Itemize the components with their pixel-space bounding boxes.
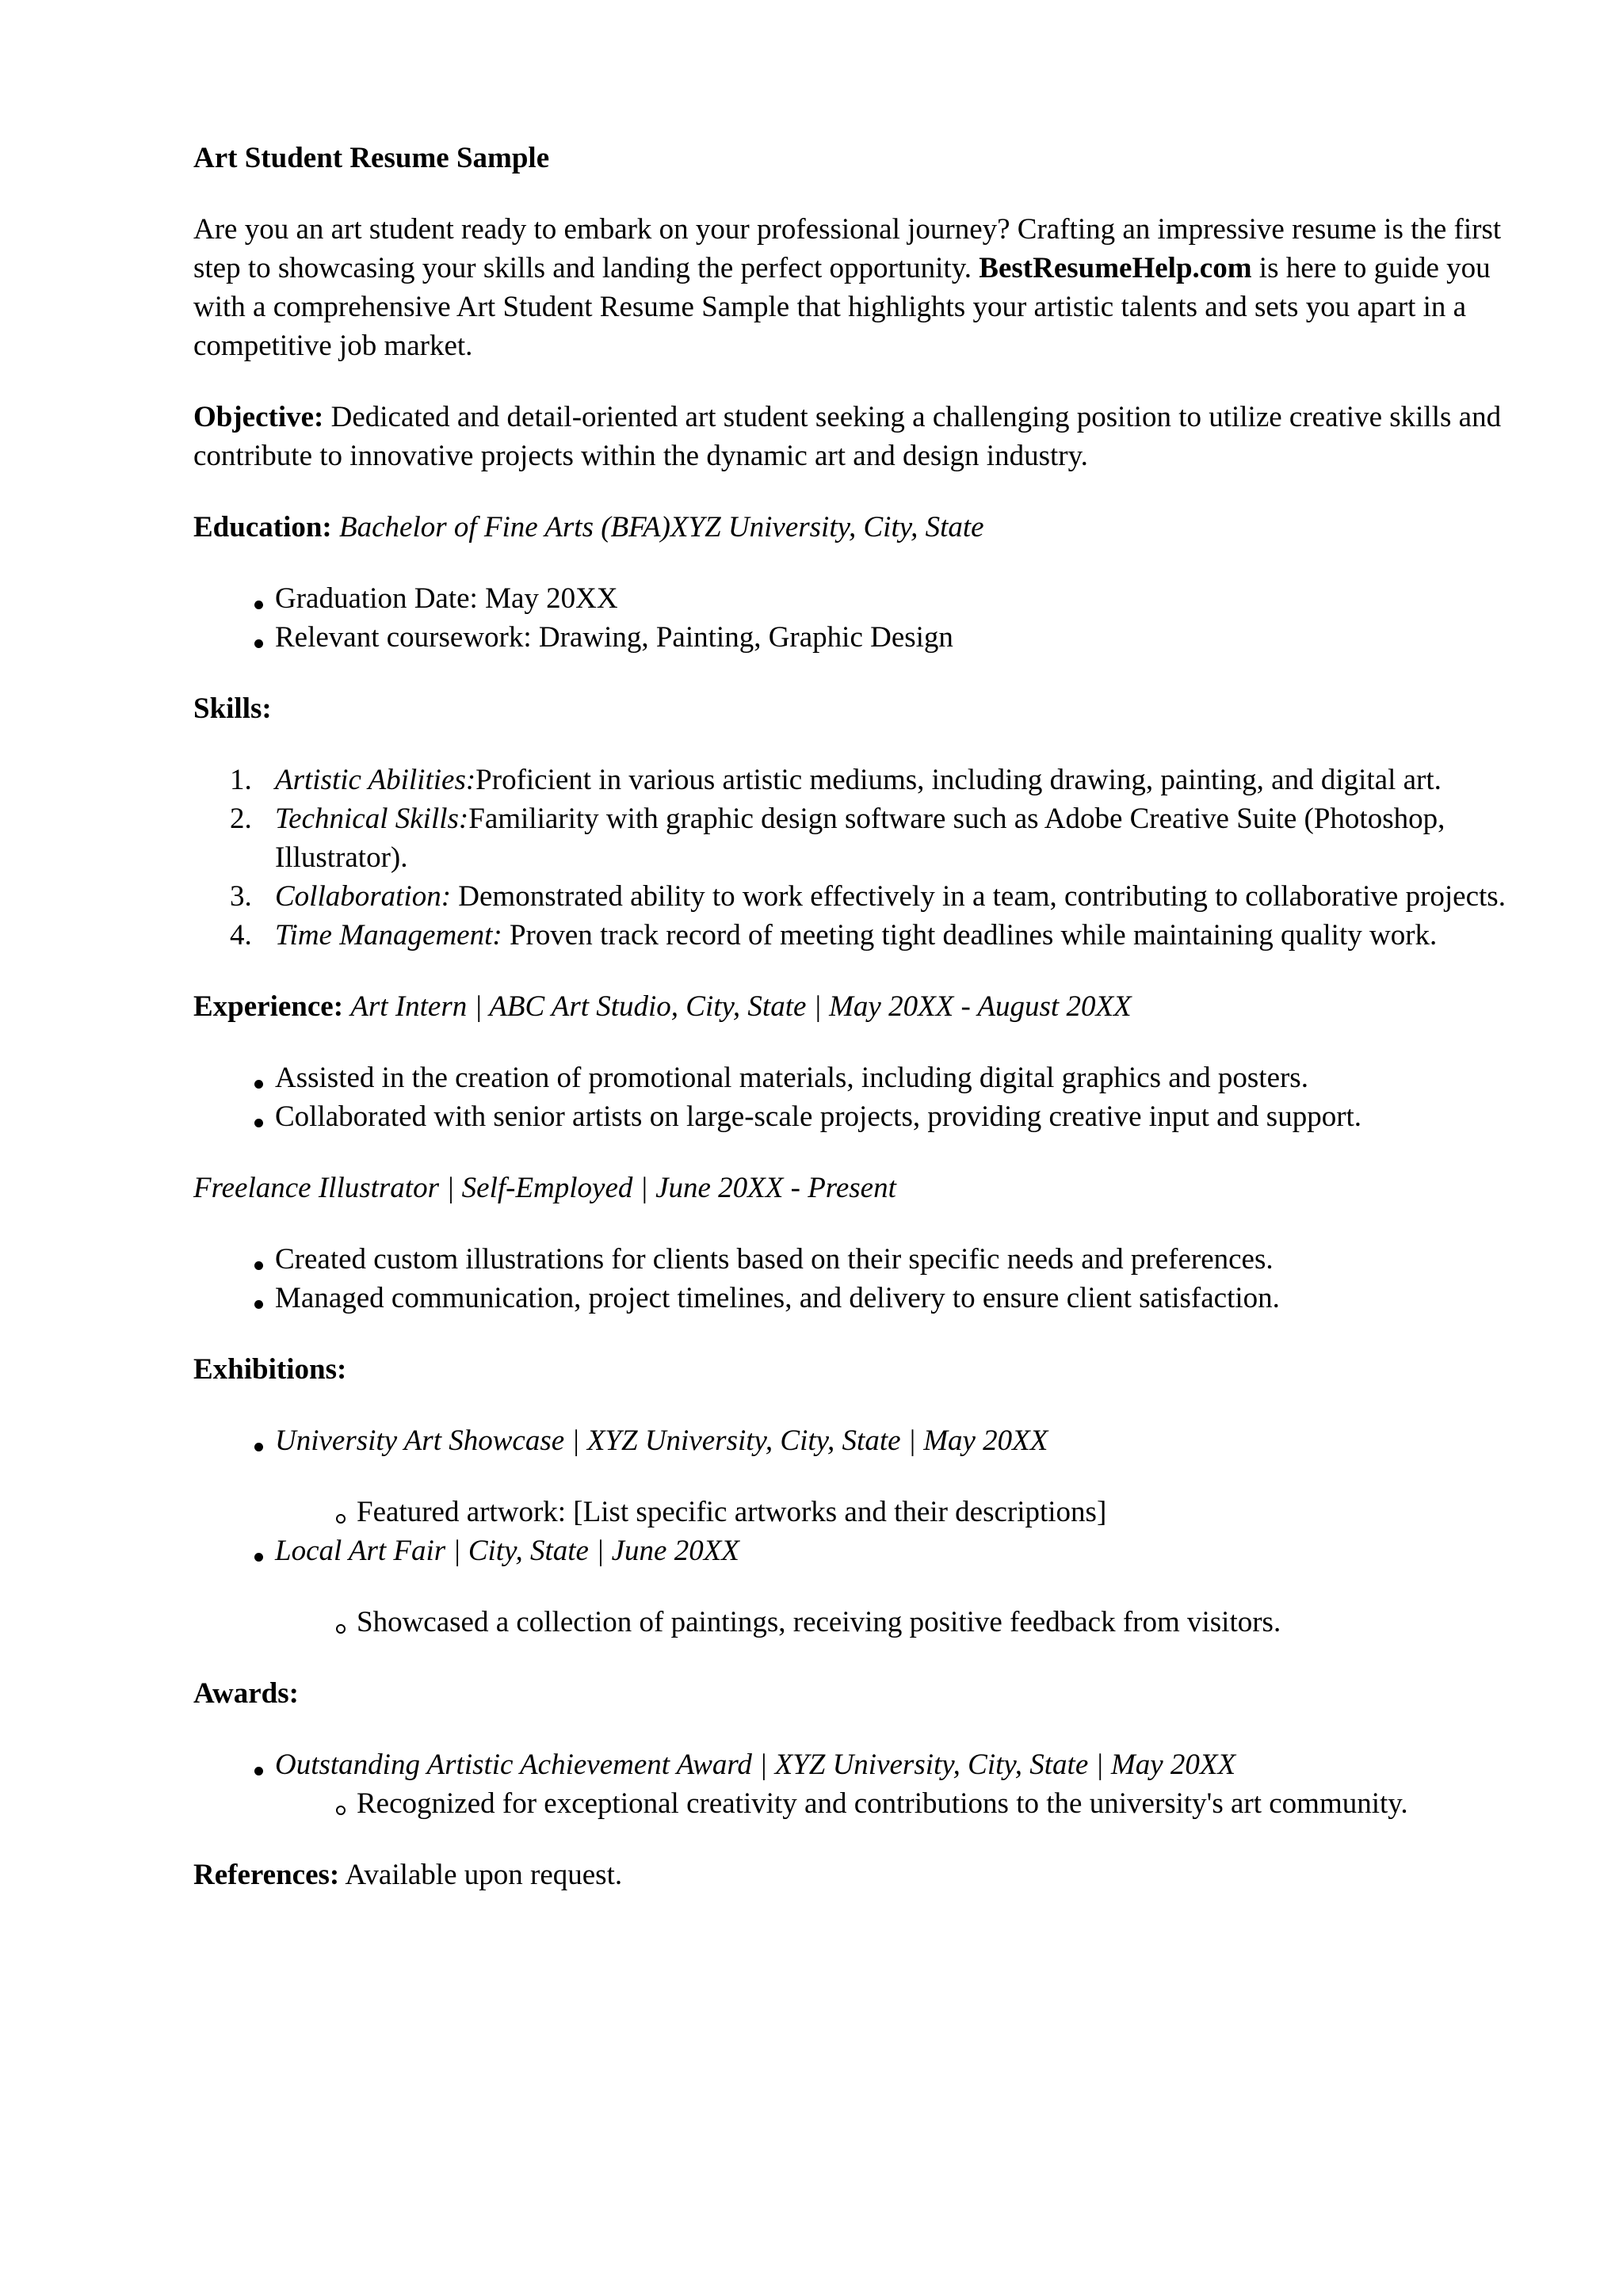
skill-name: Artistic Abilities: — [275, 764, 476, 796]
job-duties-list — [193, 1240, 1541, 1318]
skill-name: Technical Skills: — [275, 803, 469, 835]
brand-name: BestResumeHelp.com — [979, 252, 1252, 284]
list-item — [193, 761, 1541, 799]
job-duties-list — [193, 1058, 1541, 1136]
job-title: Art Intern | ABC Art Studio, City, State | May 20XX - August 20XX — [350, 990, 1132, 1023]
sub-list-item: Featured artwork: [List specific artworks and their descriptions] — [275, 1493, 1541, 1531]
exhibition-title: Local Art Fair | City, State | June 20XX — [275, 1535, 739, 1567]
experience-heading — [193, 987, 1541, 1026]
sub-list-item: Showcased a collection of paintings, receiving positive feedback from visitors. — [275, 1603, 1541, 1642]
references-section — [193, 1855, 1541, 1894]
awards-heading — [193, 1674, 1541, 1713]
skill-text: Proven track record of meeting tight deadlines while maintaining quality work. — [502, 919, 1438, 952]
exhibitions-list — [193, 1421, 1541, 1642]
list-item: Assisted in the creation of promotional materials, including digital graphics and posters. — [193, 1058, 1541, 1097]
list-item — [193, 1421, 1541, 1531]
references-label: References: — [193, 1859, 340, 1891]
list-item: Managed communication, project timelines, and delivery to ensure client satisfaction. — [193, 1279, 1541, 1318]
job-title: Freelance Illustrator | Self-Employed | June 20XX - Present — [193, 1172, 896, 1204]
awards-list — [193, 1745, 1541, 1823]
intro-paragraph — [193, 210, 1541, 365]
list-number: 4. — [230, 919, 252, 952]
list-item: Graduation Date: May 20XX — [193, 579, 1541, 618]
award-title: Outstanding Artistic Achievement Award | XYZ University, City, State | May 20XX — [275, 1749, 1236, 1781]
exhibition-title: University Art Showcase | XYZ University, City, State | May 20XX — [275, 1425, 1048, 1457]
skill-name: Time Management: — [275, 919, 502, 952]
list-item — [193, 1531, 1541, 1642]
skills-list — [193, 761, 1541, 955]
list-item — [193, 916, 1541, 955]
skill-text: Proficient in various artistic mediums, including drawing, painting, and digital art. — [475, 764, 1442, 796]
sub-list — [275, 1603, 1541, 1642]
objective-label: Objective: — [193, 401, 324, 433]
list-item: Collaborated with senior artists on large-scale projects, providing creative input and support. — [193, 1097, 1541, 1136]
page-title: Art Student Resume Sample — [193, 142, 550, 174]
intro-text-end: is here to guide you with a comprehensive Art Student Resume Sample that highlights your artistic talents and sets you apart in a competitive job market. — [193, 252, 1491, 362]
awards-label: Awards: — [193, 1677, 299, 1710]
objective-section — [193, 398, 1541, 475]
list-item: Created custom illustrations for clients based on their specific needs and preferences. — [193, 1240, 1541, 1279]
sub-list — [275, 1493, 1541, 1531]
education-list — [193, 579, 1541, 657]
list-number: 2. — [230, 803, 252, 835]
list-number: 1. — [230, 764, 252, 796]
experience-label: Experience: — [193, 990, 344, 1023]
list-item: Relevant coursework: Drawing, Painting, Graphic Design — [193, 618, 1541, 657]
list-item — [193, 877, 1541, 916]
skill-text: Familiarity with graphic design software such as Adobe Creative Suite (Photoshop, Illustrator). — [275, 803, 1445, 874]
skills-heading — [193, 689, 1541, 728]
intro-text-start: Are you an art student ready to embark on your professional journey? Crafting an impressive resume is the first step to showcasing your skills and landing the perfect opportunity. — [193, 213, 1502, 284]
sub-list — [275, 1784, 1541, 1823]
resume-document — [193, 139, 1541, 1927]
list-item — [193, 1745, 1541, 1823]
objective-text: Dedicated and detail-oriented art student seeking a challenging position to utilize creative skills and contribute to innovative projects within the dynamic art and design industry. — [193, 401, 1502, 472]
exhibitions-label: Exhibitions: — [193, 1353, 347, 1386]
exhibitions-heading — [193, 1350, 1541, 1389]
sub-list-item: Recognized for exceptional creativity and contributions to the university's art community. — [275, 1784, 1541, 1823]
education-heading — [193, 508, 1541, 547]
education-label: Education: — [193, 511, 332, 543]
list-number: 3. — [230, 880, 252, 913]
skill-name: Collaboration: — [275, 880, 452, 913]
skill-text: Demonstrated ability to work effectively in a team, contributing to collaborative projects. — [451, 880, 1506, 913]
list-item — [193, 799, 1541, 877]
education-degree: Bachelor of Fine Arts (BFA)XYZ University, City, State — [339, 511, 984, 543]
skills-label: Skills: — [193, 692, 272, 725]
references-text: Available upon request. — [339, 1859, 623, 1891]
